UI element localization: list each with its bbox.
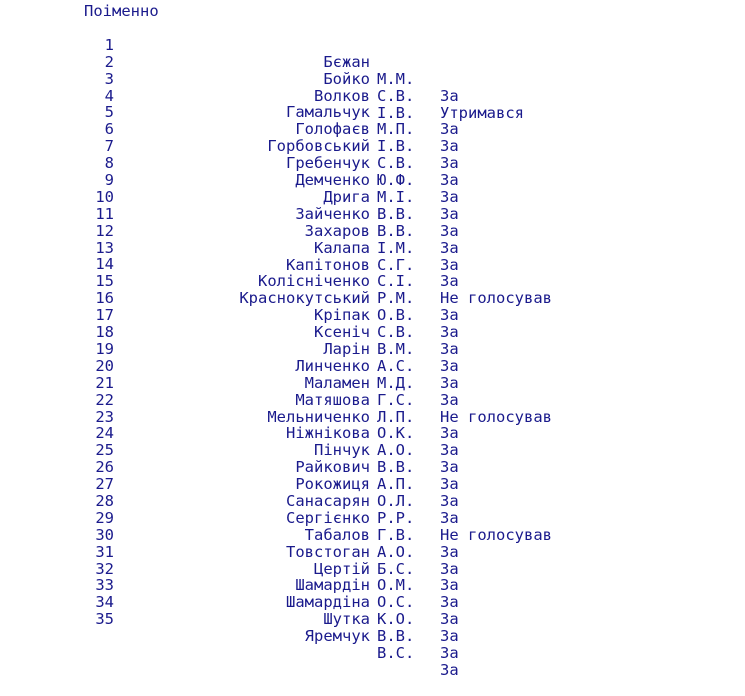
row-number: 31 [95,542,114,561]
vote-result: За [440,492,459,510]
deputy-initials: В.М. [377,339,415,358]
deputy-surname: Санасарян [286,491,370,510]
deputy-initials: О.Л. [377,491,415,510]
deputy-initials: С.В. [377,154,415,173]
vote-result: За [440,644,459,663]
vote-result: Не голосував [440,525,552,544]
deputy-initials: О.В. [377,306,415,325]
deputy-surname: Товстоган [286,542,370,561]
vote-result: За [440,508,459,527]
row-number: 19 [95,339,114,358]
row-number: 1 [104,35,114,54]
vote-result: За [440,171,459,190]
deputy-surname: Линченко [295,356,370,375]
row-number: 13 [95,238,114,257]
deputy-initials: Ю.Ф. [377,171,415,190]
vote-result: За [440,187,459,206]
deputy-initials: А.С. [377,356,415,375]
deputy-initials: О.К. [377,424,415,443]
deputy-initials: В.В. [377,458,415,477]
row-number: 14 [95,255,114,274]
vote-result: За [440,627,459,646]
deputy-surname: Колісніченко [258,272,370,291]
deputy-initials: В.В. [377,627,415,646]
deputy-initials: О.С. [377,593,415,612]
deputy-surname: Шамардін [295,576,370,595]
row-number: 18 [95,323,114,342]
vote-result: За [440,339,459,358]
row-number: 6 [104,120,114,139]
deputy-surname: Демченко [295,171,370,190]
deputy-surname: Захаров [304,221,370,240]
row-number: 25 [95,441,114,460]
deputy-initials: С.І. [377,272,415,291]
vote-result: За [440,306,459,325]
vote-result: За [440,660,459,679]
row-number: 23 [95,407,114,426]
vote-result: За [440,559,459,578]
deputy-surname: Пінчук [314,441,370,460]
vote-result: Не голосував [440,407,552,426]
deputy-surname: Краснокутський [239,289,370,308]
deputy-surname: Рокожиця [295,475,370,494]
vote-result: За [440,323,459,342]
deputy-surname: Гамальчук [286,103,370,122]
deputy-surname: Дрига [323,187,370,206]
vote-result: За [440,221,459,240]
deputy-initials: С.Г. [377,255,415,274]
deputy-initials: Р.Р. [377,508,415,527]
deputy-initials: О.М. [377,576,415,595]
row-number: 27 [95,475,114,494]
row-number: 20 [95,356,114,375]
deputy-surname: Гребенчук [286,154,370,173]
row-number: 11 [95,204,114,223]
vote-result: За [440,204,459,223]
row-number: 5 [104,103,114,122]
row-number: 8 [104,154,114,173]
page-heading: Поіменно [84,2,159,20]
deputy-initials: А.О. [377,542,415,561]
vote-result: За [440,458,459,477]
vote-result: За [440,441,459,460]
row-number: 28 [95,491,114,510]
deputy-surname: Волков [314,86,370,105]
vote-result: За [440,356,459,375]
vote-result: За [440,255,459,274]
vote-result: За [440,238,459,257]
vote-list [0,20,745,679]
row-number: 9 [104,171,114,190]
vote-result: За [440,475,459,494]
row-number: 32 [95,559,114,578]
deputy-surname: Мельниченко [267,407,370,426]
vote-result: За [440,542,459,561]
deputy-initials: В.С. [377,644,415,662]
row-number: 34 [95,593,114,612]
deputy-surname: Табалов [304,525,370,544]
vote-result: За [440,390,459,409]
deputy-initials: М.І. [377,187,415,206]
vote-result: Утримався [440,103,524,122]
vote-result: За [440,576,459,595]
deputy-initials: М.П. [377,120,415,139]
row-number: 4 [104,86,114,105]
row-number: 26 [95,458,114,477]
deputy-surname: Зайченко [295,204,370,223]
deputy-surname: Маламен [304,373,370,392]
deputy-surname: Ксеніч [314,323,370,342]
row-number: 17 [95,306,114,325]
deputy-initials: Г.С. [377,390,415,409]
deputy-surname: Сергієнко [286,508,370,527]
row-number: 2 [104,52,114,71]
row-number: 30 [95,525,114,544]
row-number: 22 [95,390,114,409]
deputy-initials: К.О. [377,610,415,629]
deputy-initials: Р.М. [377,289,415,308]
row-number: 3 [104,69,114,88]
deputy-surname: Бєжан [323,52,370,71]
vote-result: За [440,610,459,629]
row-number: 12 [95,221,114,240]
deputy-surname: Матяшова [295,390,370,409]
deputy-surname: Кріпак [314,306,370,325]
deputy-surname: Шамардіна [286,593,370,612]
row-number: 33 [95,576,114,595]
vote-result: За [440,373,459,392]
deputy-surname: Цертій [314,559,370,578]
vote-result: За [440,120,459,139]
row-number: 16 [95,289,114,308]
deputy-surname: Шутка [323,610,370,629]
row-number: 21 [95,373,114,392]
deputy-initials: Л.П. [377,407,415,426]
vote-result: За [440,424,459,443]
row-number: 15 [95,272,114,291]
deputy-initials: Г.В. [377,525,415,544]
vote-result: Не голосував [440,289,552,308]
deputy-initials: С.В. [377,86,415,105]
deputy-initials: М.М. [377,69,415,88]
deputy-initials: В.В. [377,204,415,223]
vote-result: За [440,154,459,173]
row-number: 29 [95,508,114,527]
vote-result: За [440,272,459,291]
deputy-initials: А.О. [377,441,415,460]
deputy-surname: Бойко [323,69,370,88]
vote-result: За [440,137,459,156]
deputy-initials: І.М. [377,238,415,257]
vote-result: За [440,86,459,105]
deputy-surname: Яремчук [304,627,370,646]
deputy-initials: М.Д. [377,373,415,392]
deputy-initials: В.В. [377,221,415,240]
deputy-surname: Голофаєв [295,120,370,139]
deputy-surname: Горбовський [267,137,370,156]
deputy-surname: Калапа [314,238,370,257]
row-number: 10 [95,187,114,206]
row-number: 24 [95,424,114,443]
deputy-surname: Ніжнікова [286,424,370,443]
deputy-surname: Ларін [323,339,370,358]
deputy-initials: С.В. [377,323,415,342]
deputy-surname: Райкович [295,458,370,477]
row-number: 7 [104,137,114,156]
deputy-surname: Капітонов [286,255,370,274]
deputy-initials: І.В. [377,103,415,122]
deputy-initials: Б.С. [377,559,415,578]
deputy-initials: І.В. [377,137,415,156]
row-number: 35 [95,610,114,629]
deputy-initials: А.П. [377,475,415,494]
vote-result: За [440,593,459,612]
